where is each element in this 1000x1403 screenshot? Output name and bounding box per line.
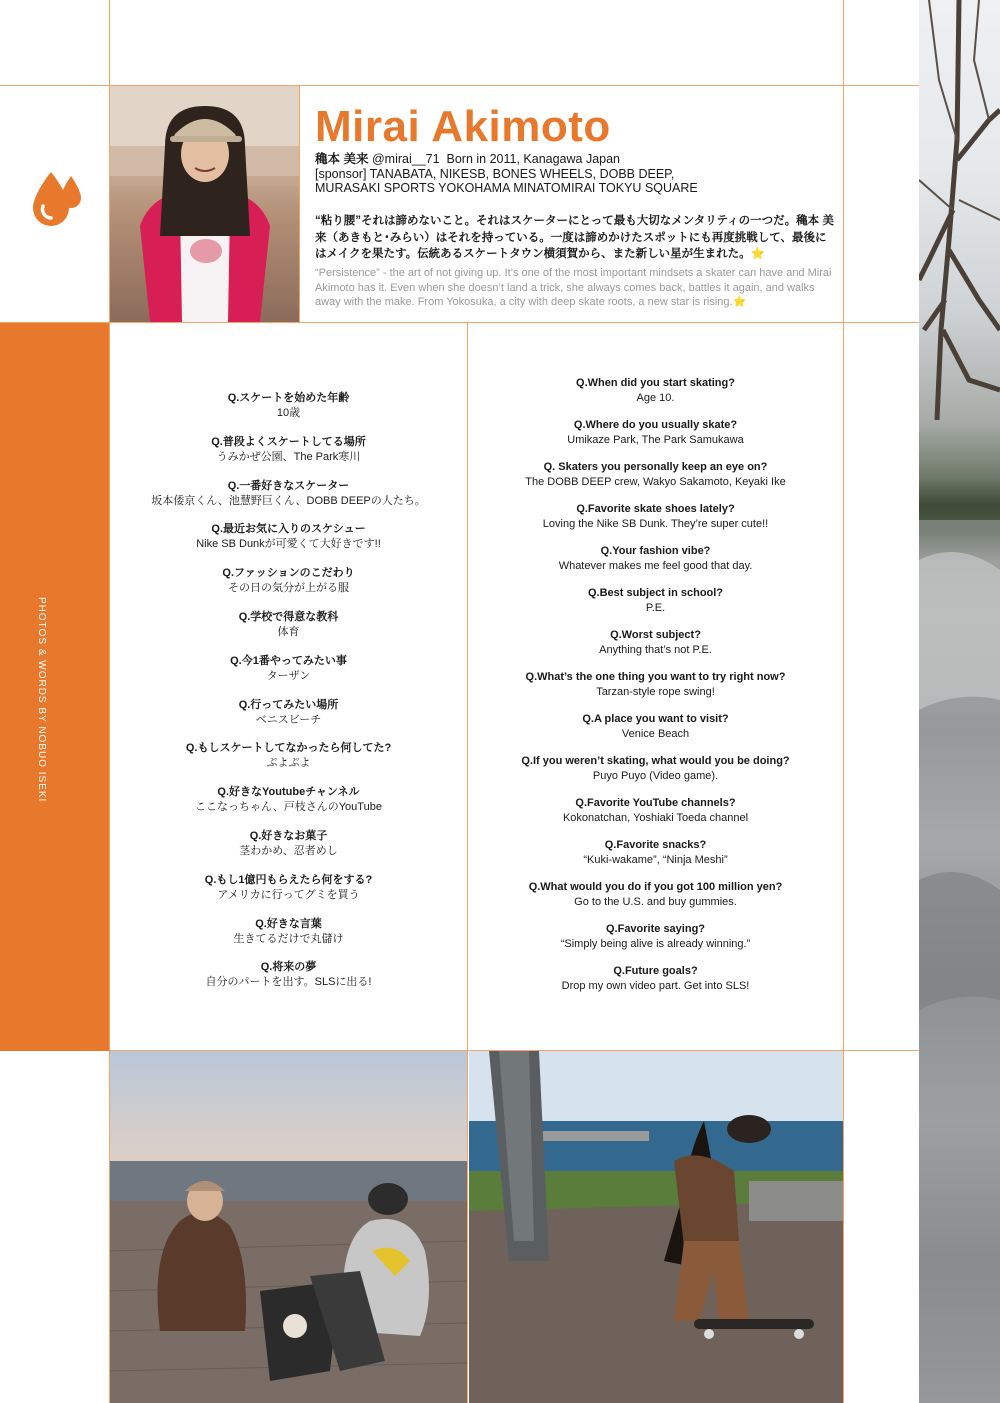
qa-en-item — [468, 586, 843, 616]
name-jp: 穐本 美来 — [315, 152, 369, 166]
qa-jp-answer: うみかぜ公園、The Park寒川 — [216, 450, 361, 463]
qa-jp-answer: Nike SB Dunkが可愛くて大好きです!! — [196, 538, 381, 551]
qa-en-item — [468, 964, 843, 994]
qa-en-item — [468, 544, 843, 574]
birth-info: Born in 2011, Kanagawa Japan — [446, 152, 621, 166]
qa-en-item — [468, 628, 843, 658]
qa-en-answer: Venice Beach — [621, 728, 690, 740]
qa-en-question: Q.Worst subject? — [610, 629, 701, 641]
qa-en-answer: P.E. — [645, 602, 666, 614]
handle: @mirai__71 — [371, 152, 440, 166]
star-icon: ⭐ — [750, 248, 765, 260]
qa-en-question: Q.A place you want to visit? — [582, 713, 729, 725]
qa-jp-question: Q.スケートを始めた年齢 — [227, 392, 350, 404]
qa-en-answer: Drop my own video part. Get into SLS! — [561, 980, 750, 992]
qa-jp-question: Q.普段よくスケートしてる場所 — [211, 435, 366, 448]
qa-en-answer: The DOBB DEEP crew, Wakyo Sakamoto, Keyaki Ike — [525, 476, 786, 488]
qa-jp-question: Q.行ってみたい場所 — [238, 698, 339, 711]
qa-jp-item — [110, 960, 467, 990]
grid-line — [0, 322, 919, 323]
qa-jp-question: Q.好きな言葉 — [255, 917, 322, 930]
qa-en-question: Q.Favorite YouTube channels? — [575, 797, 736, 809]
qa-jp-item — [110, 479, 467, 509]
qa-en-answer: “Kuki-wakame”, “Ninja Meshi” — [583, 854, 728, 866]
qa-jp-item — [110, 698, 467, 728]
qa-jp-answer: 坂本倭京くん、池慧野巨くん、DOBB DEEPの人たち。 — [151, 494, 426, 507]
qa-en-answer: Age 10. — [636, 392, 675, 404]
qa-en-question: Q.Best subject in school? — [587, 587, 724, 599]
qa-en-question: Q.Favorite snacks? — [604, 839, 707, 851]
qa-jp-question: Q.もし1億円もらえたら何をする? — [204, 873, 373, 886]
qa-en-question: Q.When did you start skating? — [576, 377, 735, 389]
qa-en-item — [468, 922, 843, 952]
profile-meta — [315, 152, 855, 196]
grid-line — [299, 86, 300, 323]
qa-jp-answer: ぷよぷよ — [266, 757, 311, 770]
qa-jp-item — [110, 741, 467, 771]
qa-en-item — [468, 376, 843, 406]
qa-en-answer: Whatever makes me feel good that day. — [558, 560, 753, 572]
qa-en-answer: Go to the U.S. and buy gummies. — [574, 896, 737, 908]
sponsor-line: MURASAKI SPORTS YOKOHAMA MINATOMIRAI TOKYU SQUARE — [315, 181, 698, 195]
qa-en-question: Q.What would you do if you got 100 million yen? — [528, 881, 783, 893]
qa-jp-question: Q.好きなYoutubeチャンネル — [217, 786, 360, 799]
qa-jp-question: Q.好きなお菓子 — [249, 830, 328, 842]
qa-jp-question: Q.もしスケートしてなかったら何してた? — [185, 742, 392, 755]
qa-jp-item — [110, 522, 467, 552]
grid-line — [843, 0, 844, 1403]
qa-en-answer: “Simply being alive is already winning.” — [560, 938, 751, 950]
skater-riding-photo — [469, 1051, 843, 1403]
qa-en-item — [468, 754, 843, 784]
qa-en-item — [468, 712, 843, 742]
qa-jp-answer: 生きてるだけで丸儲け — [233, 932, 344, 945]
qa-en-item — [468, 418, 843, 448]
photo-credit: PHOTOS & WORDS BY NOBUO ISEKI — [36, 597, 47, 803]
qa-jp-item — [110, 610, 467, 640]
star-icon: ⭐ — [732, 296, 747, 308]
qa-en-question: Q.If you weren’t skating, what would you be doing? — [521, 755, 790, 767]
qa-jp-item — [110, 566, 467, 596]
skaters-sitting-photo — [110, 1051, 467, 1403]
qa-jp-question: Q.最近お気に入りのスケシュー — [211, 523, 366, 536]
qa-jp-question: Q.将来の夢 — [260, 961, 317, 974]
qa-en-item — [468, 796, 843, 826]
qa-en-question: Q.Favorite skate shoes lately? — [576, 503, 735, 515]
qa-jp-question: Q.ファッションのこだわり — [222, 567, 355, 580]
qa-en-question: Q.Favorite saying? — [605, 923, 706, 935]
intro-en-text: “Persistence” - the art of not giving up. It’s one of the most important mindsets a skater can have and Mirai Akimoto has it. Even when she doesn’t land a trick, she always comes back, battles it again, and walks away with the make. From Yokosuka, a city with deep skate roots, a new star is rising. — [315, 267, 832, 308]
qa-en-answer: Umikaze Park, The Park Samukawa — [567, 434, 744, 446]
qa-en-question: Q.Where do you usually skate? — [573, 419, 738, 431]
intro-en — [315, 266, 835, 310]
intro-jp-text: “粘り腰”それは諦めないこと。それはスケーターにとって最も大切なメンタリティの一つだ。穐本 美来（あきもと･みらい）はそれを持っている。一度は諦めかけたスポットにも再度挑戦して、最後にはメイクを果たす。伝統あるスケートタウン横須賀から、また新しい星が生まれた。 — [315, 215, 834, 260]
qa-jp-item — [110, 917, 467, 947]
qa-jp-item — [110, 873, 467, 903]
qa-jp-question: Q.一番好きなスケーター — [227, 479, 350, 492]
qa-jp-question: Q.学校で得意な教科 — [238, 611, 339, 623]
qa-jp-answer: ここなっちゃん、戸枝さんのYouTube — [195, 801, 382, 814]
qa-en-answer: Kokonatchan, Yoshiaki Toeda channel — [562, 812, 749, 824]
qa-jp-item — [110, 391, 467, 421]
qa-en-answer: Tarzan-style rope swing! — [596, 686, 715, 698]
qa-en-question: Q.Future goals? — [613, 965, 698, 977]
qa-jp-answer: その日の気分が上がる服 — [228, 582, 349, 595]
side-bar — [0, 323, 109, 1051]
qa-en-question: Q. Skaters you personally keep an eye on? — [543, 461, 768, 473]
qa-jp-answer: 10歳 — [276, 407, 301, 419]
qa-jp-answer: 体育 — [277, 626, 300, 638]
qa-jp-item — [110, 435, 467, 465]
sponsor-line: [sponsor] TANABATA, NIKESB, BONES WHEELS, DOBB DEEP, — [315, 166, 675, 181]
qa-jp-question: Q.今1番やってみたい事 — [230, 654, 347, 667]
qa-jp-item — [110, 829, 467, 859]
qa-en-answer: Loving the Nike SB Dunk. They’re super cute!! — [542, 518, 769, 530]
qa-jp-answer: 自分のパートを出す。SLSに出る! — [205, 976, 372, 989]
water-drops-icon — [27, 166, 85, 230]
tree-photo-strip — [919, 0, 1000, 1403]
qa-en-question: Q.Your fashion vibe? — [600, 545, 711, 557]
qa-en-item — [468, 838, 843, 868]
qa-jp-answer: 茎わかめ、忍者めし — [239, 845, 338, 857]
qa-en-item — [468, 502, 843, 532]
qa-en-item — [468, 880, 843, 910]
intro-jp — [315, 213, 835, 263]
page-title: Mirai Akimoto — [315, 102, 611, 151]
qa-jp-answer: アメリカに行ってグミを買う — [217, 888, 360, 901]
qa-en-answer: Anything that’s not P.E. — [599, 644, 712, 656]
qa-jp-answer: ターザン — [266, 669, 311, 682]
qa-en-item — [468, 460, 843, 490]
qa-en-question: Q.What’s the one thing you want to try right now? — [525, 671, 786, 683]
qa-en-answer: Puyo Puyo (Video game). — [592, 770, 719, 782]
qa-en-item — [468, 670, 843, 700]
qa-jp-item — [110, 654, 467, 684]
portrait-photo — [110, 86, 299, 322]
qa-jp-answer: ベニスビーチ — [255, 713, 322, 726]
qa-jp-item — [110, 785, 467, 815]
